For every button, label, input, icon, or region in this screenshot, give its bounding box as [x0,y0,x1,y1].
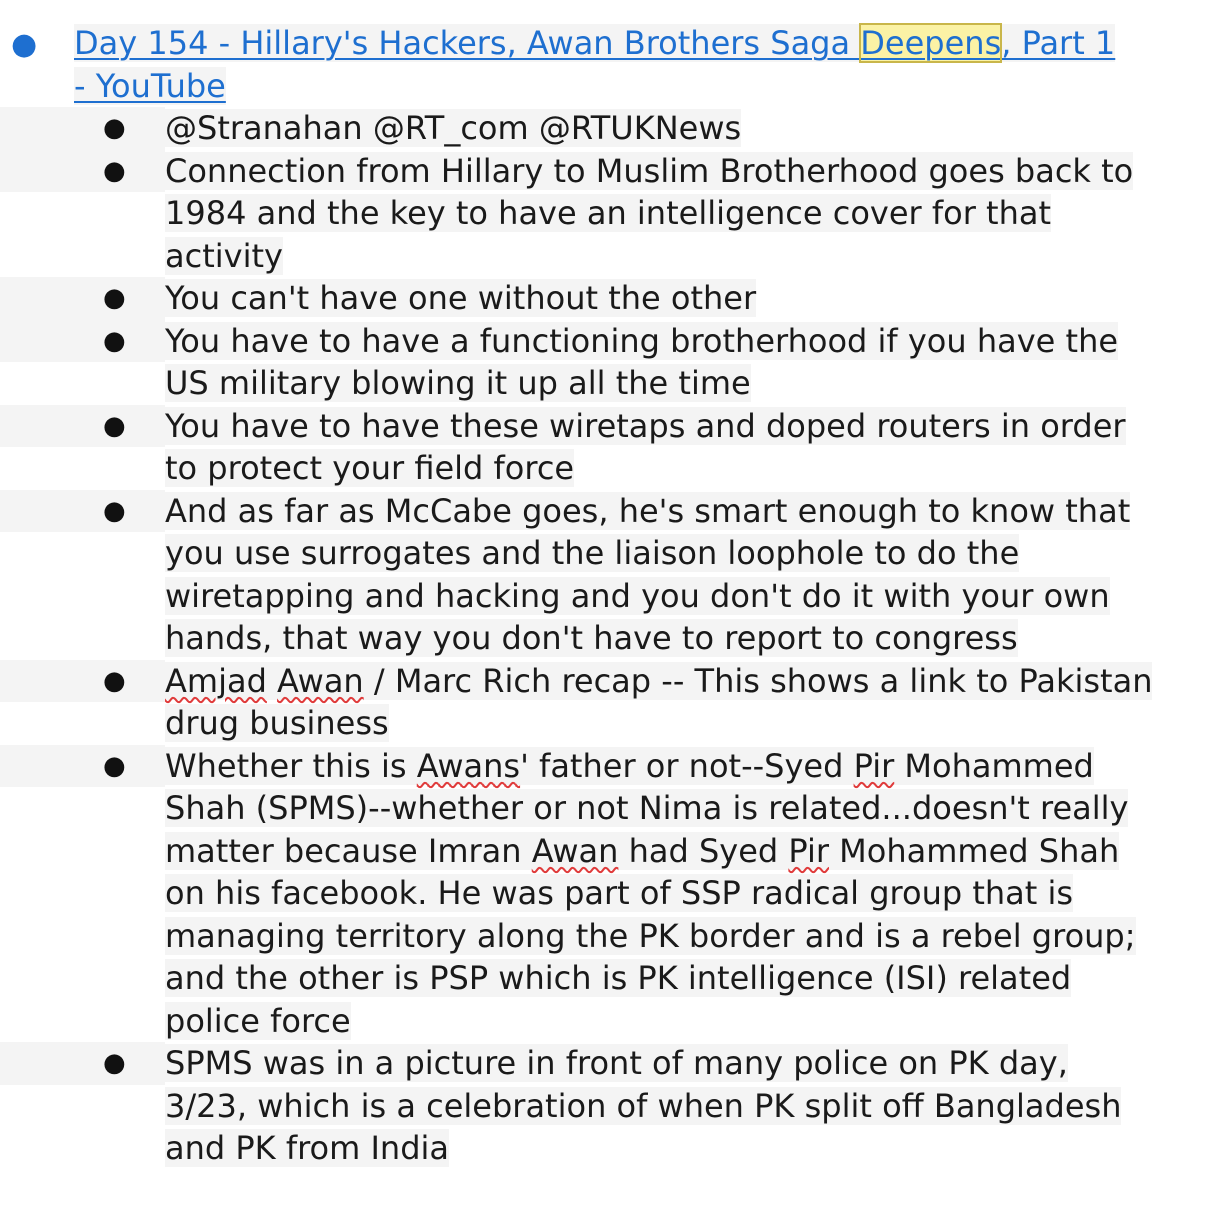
text-segment: / Marc Rich recap -- This shows a link to Pakistan drug business [165,661,1153,742]
list-item [0,405,1208,490]
link-text-end: , Part 1 - YouTube [74,24,1116,105]
list-item [0,107,1208,150]
row-background [0,1042,165,1085]
link-text-start: Day 154 - Hillary's Hackers, Awan Brothers Saga [74,24,861,62]
list-item-text-run [165,152,1133,275]
misspelled-word: Pir [853,746,895,785]
row-background [0,490,165,533]
bullet-icon: ● [103,410,126,441]
row-background [0,660,165,703]
list-item-text[interactable] [165,277,1160,320]
misspelled-word: Awan [277,661,364,700]
list-item [0,745,1208,1043]
text-segment: You have to have a functioning brotherhood if you have the US military blowing it up all the time [165,321,1119,402]
list-item-text[interactable] [165,490,1160,660]
list-item [0,277,1208,320]
row-background [0,745,165,788]
row-background [0,277,165,320]
bullet-icon: ● [103,1048,126,1078]
bullet-icon: ● [103,325,126,356]
bullet-icon: ● [103,495,126,526]
list-item [0,660,1208,745]
list-item-text-run [165,747,1136,1040]
text-segment: had Syed [618,831,789,870]
list-item-text-run [165,279,756,317]
bullet-icon: ● [103,155,126,186]
text-segment: ' father or not--Syed [520,746,854,785]
misspelled-word: Amjad [165,661,267,700]
list-item-text[interactable] [165,1042,1160,1170]
list-item-text[interactable] [165,107,1160,150]
row-background [0,405,165,448]
bullet-icon: ● [11,27,38,62]
outline-list [0,22,1208,1170]
row-background [0,150,165,193]
list-item-text[interactable] [165,405,1160,490]
list-item-text[interactable] [165,745,1160,1043]
text-segment: And as far as McCabe goes, he's smart enough to know that you use surrogates and the liaison loophole to do the wiretapping and hacking and you don't do it with your own hands, that way you don't have to report to congress [165,491,1131,657]
misspelled-word: Pir [788,831,829,870]
text-segment: Whether this is [165,746,417,785]
search-highlight: Deepens [860,24,1002,62]
top-level-item-text [74,22,1134,107]
list-item-text[interactable] [165,660,1160,745]
list-item-text-run [165,1044,1121,1167]
list-item-text[interactable] [165,320,1160,405]
list-item-text-run [165,322,1118,403]
list-item-text-run [165,492,1130,658]
text-segment: Connection from Hillary to Muslim Brotherhood goes back to 1984 and the key to have an intelligence cover for that activity [165,151,1134,275]
misspelled-word: Awans [416,746,521,785]
text-segment: SPMS was in a picture in front of many police on PK day, 3/23, which is a celebration of when PK split off Bangladesh and PK from India [165,1044,1122,1167]
text-segment: Mohammed Shah (SPMS)--whether or not Nima is related...doesn't really matter because Imran [165,746,1129,870]
list-item-text-run [165,109,741,147]
text-segment [267,662,277,700]
bullet-icon: ● [103,750,126,781]
list-item [0,150,1208,278]
list-item [0,320,1208,405]
bullet-icon: ● [103,665,126,696]
list-item-text-run [165,662,1152,743]
text-segment: You can't have one without the other [165,279,757,317]
sub-bullet-list [0,107,1208,1170]
text-segment: Mohammed Shah on his facebook. He was part of SSP radical group that is managing territory along the PK border and is a rebel group; and the other is PSP which is PK intelligence (ISI) related police force [165,831,1136,1040]
top-level-item [0,22,1208,107]
list-item-text-run [165,407,1126,488]
video-link[interactable] [74,24,1115,105]
row-background [0,320,165,363]
list-item [0,1042,1208,1170]
row-background [0,107,165,150]
misspelled-word: Awan [531,831,619,870]
text-segment: You have to have these wiretaps and doped routers in order to protect your field force [165,406,1126,487]
text-segment: @Stranahan @RT_com @RTUKNews [165,109,742,147]
bullet-icon: ● [103,113,126,143]
list-item [0,490,1208,660]
bullet-icon: ● [103,283,126,313]
list-item-text[interactable] [165,150,1160,278]
